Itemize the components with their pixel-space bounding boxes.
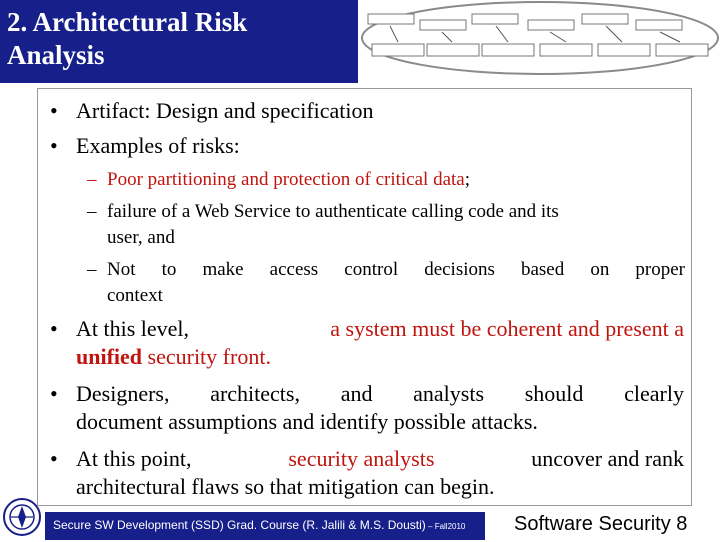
word: decisions xyxy=(424,259,495,280)
sub-dash: – xyxy=(87,169,97,190)
bullet-line1 xyxy=(76,316,684,342)
text-black: uncover and rank xyxy=(531,446,684,471)
word: Not xyxy=(107,259,136,280)
sub-dash: – xyxy=(87,259,97,280)
text-red: security front. xyxy=(147,344,271,369)
word: clearly xyxy=(624,381,684,406)
footer-bar xyxy=(45,512,485,540)
footer-term: Fall2010 xyxy=(434,522,466,531)
word: on xyxy=(590,259,610,280)
bullet-dot: • xyxy=(50,133,58,158)
title-line-2: Analysis xyxy=(7,40,105,70)
bullet-dot: • xyxy=(50,316,58,341)
word: Designers, xyxy=(76,381,170,406)
bullet-text: Artifact: Design and specification xyxy=(76,98,374,123)
footer-sep: – xyxy=(425,522,435,531)
bullet-line2: document assumptions and identify possible attacks. xyxy=(76,409,538,434)
bullet-line2: architectural flaws so that mitigation can begin. xyxy=(76,474,495,499)
university-logo-icon xyxy=(2,497,42,537)
word: architects, xyxy=(210,381,300,406)
word: should xyxy=(524,381,584,406)
slide-title xyxy=(7,6,247,72)
text-black: At this point, xyxy=(76,446,192,471)
footer-main: Secure SW Development (SSD) Grad. Course (R. Jalili & M.S. Dousti) xyxy=(53,518,426,532)
process-diagram xyxy=(360,0,720,83)
word: and xyxy=(340,381,373,406)
sub-text-line2: user, and xyxy=(107,227,175,248)
bullet-line1 xyxy=(76,381,684,407)
title-banner xyxy=(0,0,358,83)
text-red: security analysts xyxy=(288,446,435,471)
sub-text-line1 xyxy=(107,257,685,283)
bullet-dot: • xyxy=(50,381,58,406)
bullet-dot: • xyxy=(50,98,58,123)
bullet-line1 xyxy=(76,446,684,472)
slide-number-label: Software Security 8 xyxy=(514,513,688,535)
text-black: At this level, xyxy=(76,316,190,341)
bullet-dot: • xyxy=(50,446,58,471)
text-bold-red: unified xyxy=(76,344,143,369)
word: access xyxy=(269,259,319,280)
sub-text-line1: failure of a Web Service to authenticate calling code and its xyxy=(107,201,559,222)
process-diagram-graphic xyxy=(360,0,720,83)
title-line-1: 2. Architectural Risk xyxy=(7,7,248,37)
word: make xyxy=(202,259,244,280)
sub-text-red: Poor partitioning and protection of critical data xyxy=(107,169,465,190)
bullet-text: Examples of risks: xyxy=(76,133,240,158)
bullet-line2 xyxy=(76,344,271,370)
word: control xyxy=(344,259,399,280)
word: analysts xyxy=(413,381,485,406)
footer-course-text xyxy=(53,518,465,532)
sub-dash: – xyxy=(87,201,97,222)
sub-text-line2: context xyxy=(107,285,163,306)
text-red: a system must be coherent and present a xyxy=(330,316,684,341)
sub-text-tail: ; xyxy=(464,169,471,190)
word: based xyxy=(520,259,565,280)
word: to xyxy=(161,259,177,280)
word: proper xyxy=(635,259,685,280)
